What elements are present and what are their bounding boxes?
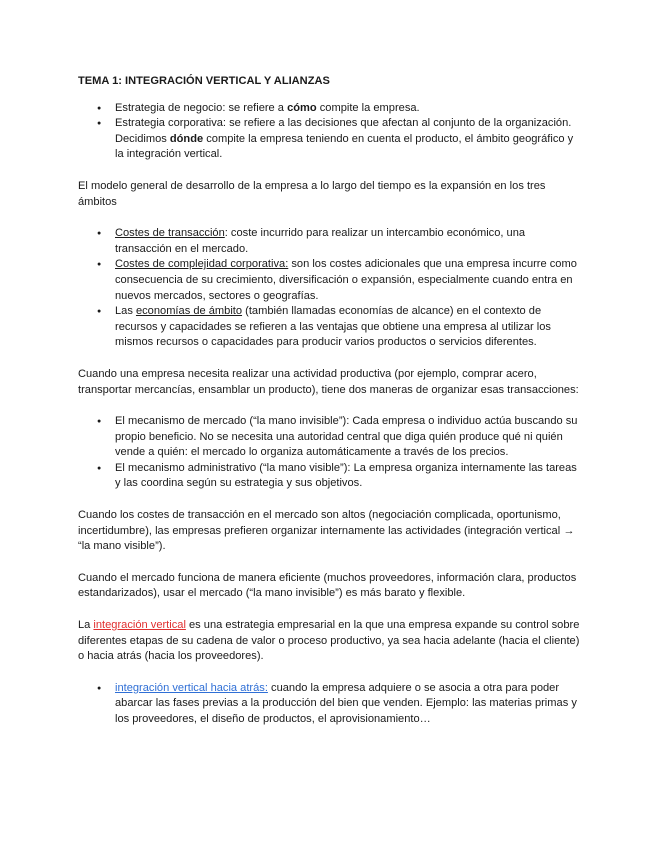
list-item xyxy=(115,226,583,257)
underlined-term: Costes de transacción xyxy=(115,227,225,240)
list-item: ● El mecanismo de mercado (“la mano invisible”): Cada empresa o individuo actúa buscando su propio beneficio. No se necesita una autoridad central que diga quién produce qué ni quién vende a quién: el mercado lo organiza automáticamente a través de los precios. xyxy=(115,414,583,461)
text: : coste incurrido para realizar un intercambio económico, una transacción en el mercado. xyxy=(115,227,526,255)
paragraph xyxy=(78,618,583,665)
text: Estrategia corporativa: se refiere a las decisiones que afectan al conjunto de la organización. Decidimos xyxy=(115,117,572,145)
text: cuando la empresa adquiere o se asocia a otra para poder abarcar las fases previas a la producción del bien que venden. Ejemplo: las materias primas y los proveedores, el diseño de productos, el aprovisionamiento… xyxy=(115,681,577,725)
list-item xyxy=(115,257,583,304)
paragraph: Cuando una empresa necesita realizar una actividad productiva (por ejemplo, comprar acero, transportar mercancías, ensamblar un producto), tiene dos maneras de organizar esas transacciones: xyxy=(78,367,579,396)
strategy-list xyxy=(78,101,583,163)
mechanisms-list xyxy=(78,414,583,492)
document-title: TEMA 1: INTEGRACIÓN VERTICAL Y ALIANZAS xyxy=(78,75,330,87)
list-item xyxy=(115,116,583,163)
text: (también llamadas economías de alcance) en el contexto de recursos y capacidades se refieren a las ventajas que obtiene una empresa al utilizar los mismos recursos o capacidades para producir varios productos o servicios diferentes. xyxy=(115,305,551,349)
text: compite la empresa teniendo en cuenta el producto, el ámbito geográfico y la integración vertical. xyxy=(115,132,574,161)
paragraph: Cuando el mercado funciona de manera eficiente (muchos proveedores, información clara, productos estandarizados), usar el mercado (“la mano invisible”) es más barato y flexible. xyxy=(78,571,577,600)
list-item: ● El mecanismo administrativo (“la mano visible”): La empresa organiza internamente las tareas y las coordina según su estrategia y sus objetivos. xyxy=(115,461,583,492)
text: son los costes adicionales que una empresa incurre como consecuencia de su crecimiento, diversificación o expansión, especialmente cuando entra en nuevos mercados, sectores o geografías. xyxy=(115,258,577,302)
list-item xyxy=(115,101,583,117)
text: Estrategia de negocio: se refiere a xyxy=(115,101,288,114)
paragraph: Cuando los costes de transacción en el mercado son altos (negociación complicada, oportunismo, incertidumbre), las empresas prefieren organizar internamente las actividades (integración vertical → “la mano visible”). xyxy=(78,509,575,553)
backward-integration-link[interactable]: integración vertical hacia atrás: xyxy=(115,681,268,694)
list-item xyxy=(115,304,583,351)
costs-list xyxy=(78,226,583,351)
text: La xyxy=(78,619,94,632)
text: es una estrategia empresarial en la que una empresa expande su control sobre diferentes etapas de su cadena de valor o proceso productivo, ya sea hacia adelante (hacia el cliente) o hacia atrás (hacia los proveedores). xyxy=(78,619,580,663)
bold-text: cómo xyxy=(287,101,317,114)
underlined-term: Costes de complejidad corporativa: xyxy=(115,258,289,271)
bold-text: dónde xyxy=(169,132,204,145)
text: compite la empresa. xyxy=(316,101,420,114)
text: Las xyxy=(115,305,136,318)
paragraph: El modelo general de desarrollo de la empresa a lo largo del tiempo es la expansión en los tres ámbitos xyxy=(78,179,546,208)
document-page xyxy=(78,74,583,728)
integration-list xyxy=(78,681,583,728)
list-item xyxy=(115,681,583,728)
vertical-integration-link[interactable]: integración vertical xyxy=(93,619,186,632)
underlined-term: economías de ámbito xyxy=(135,305,243,318)
